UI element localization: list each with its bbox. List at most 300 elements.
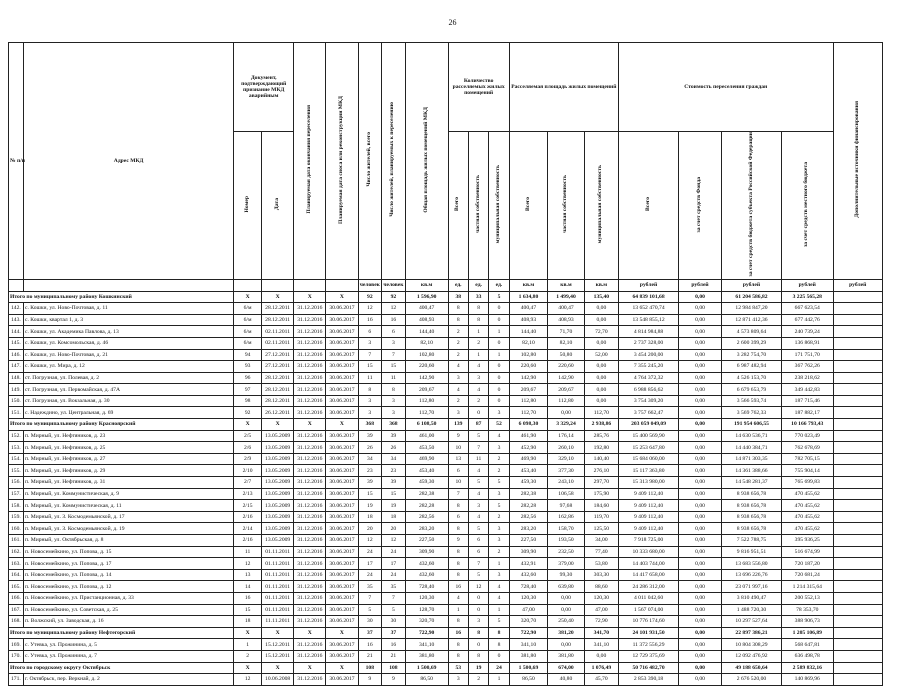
table-cell: 303,30 bbox=[584, 569, 618, 581]
table-cell: 10 bbox=[448, 477, 468, 489]
col-doc-date: Дата bbox=[262, 132, 294, 280]
table-cell: 0,00 bbox=[679, 314, 722, 326]
table-cell: 0,00 bbox=[679, 384, 722, 396]
unit-cell: человек bbox=[358, 279, 382, 291]
col-cost-fund: за счет средств Фонда bbox=[679, 132, 722, 280]
table-cell: 47,00 bbox=[584, 604, 618, 616]
table-cell: 15 bbox=[234, 604, 262, 616]
table-cell: 92 bbox=[382, 291, 406, 303]
table-cell: 3 bbox=[489, 407, 509, 419]
table-cell bbox=[833, 616, 882, 628]
table-row bbox=[9, 361, 883, 373]
table-cell: 175,90 bbox=[584, 488, 618, 500]
table-cell: 15.12.2011 bbox=[262, 639, 294, 651]
table-cell: 432,60 bbox=[509, 569, 548, 581]
table-cell bbox=[833, 384, 882, 396]
table-cell: 469,90 bbox=[405, 453, 448, 465]
table-cell: 86,50 bbox=[509, 674, 548, 686]
table-cell: 4 bbox=[489, 592, 509, 604]
table-cell: 0,00 bbox=[584, 337, 618, 349]
table-cell: 203 059 049,09 bbox=[619, 419, 679, 431]
table-cell: 112,70 bbox=[405, 407, 448, 419]
table-cell: 142,90 bbox=[405, 372, 448, 384]
table-cell: 7 355 245,20 bbox=[619, 361, 679, 373]
table-cell: 0,00 bbox=[679, 372, 722, 384]
table-cell: 0,00 bbox=[584, 303, 618, 315]
table-cell: 02.11.2011 bbox=[262, 337, 294, 349]
table-cell: 1 596,90 bbox=[405, 291, 448, 303]
table-cell: 24 bbox=[358, 546, 382, 558]
table-cell: 7 bbox=[358, 592, 382, 604]
table-cell: 31.12.2016 bbox=[294, 500, 326, 512]
table-cell: 87 bbox=[468, 419, 488, 431]
table-cell: 15.12.2011 bbox=[262, 650, 294, 662]
table-cell: 23 bbox=[358, 465, 382, 477]
table-cell: 1 205 106,89 bbox=[782, 627, 834, 639]
table-cell: 30.06.2017 bbox=[326, 488, 358, 500]
table-cell: 5 bbox=[489, 477, 509, 489]
unit-cell: рублей bbox=[619, 279, 679, 291]
table-cell: 106,58 bbox=[548, 488, 584, 500]
table-cell: 3 329,24 bbox=[548, 419, 584, 431]
table-cell: 1 bbox=[489, 674, 509, 686]
table-cell: X bbox=[234, 627, 262, 639]
table-cell: 37 bbox=[382, 627, 406, 639]
table-cell: 2 938,86 bbox=[584, 419, 618, 431]
table-cell: 7 bbox=[382, 349, 406, 361]
table-cell bbox=[833, 430, 882, 442]
table-cell: 2/10 bbox=[234, 465, 262, 477]
table-cell: 3 bbox=[382, 337, 406, 349]
address-cell: п. Новосемейкино, ул. Попова, д. 17 bbox=[24, 558, 234, 570]
table-cell: 50 716 482,70 bbox=[619, 662, 679, 674]
table-cell: 38 bbox=[448, 291, 468, 303]
table-cell: 1 bbox=[234, 639, 262, 651]
table-cell: 461,00 bbox=[405, 430, 448, 442]
table-cell: 0,00 bbox=[679, 395, 722, 407]
table-cell: 30.06.2017 bbox=[326, 604, 358, 616]
table-cell: 125,50 bbox=[584, 523, 618, 535]
table-cell: 20 bbox=[382, 523, 406, 535]
table-cell: 15 bbox=[382, 361, 406, 373]
table-row bbox=[9, 430, 883, 442]
table-cell: 15 bbox=[358, 361, 382, 373]
table-cell: 320,70 bbox=[509, 616, 548, 628]
table-cell: 1 500,69 bbox=[405, 662, 448, 674]
row-number: 169. bbox=[9, 639, 24, 651]
table-cell: 6 988 856,62 bbox=[619, 384, 679, 396]
table-cell: 13 696 226,76 bbox=[721, 569, 781, 581]
table-cell: 16 bbox=[358, 314, 382, 326]
table-cell: 39 bbox=[382, 477, 406, 489]
table-row bbox=[9, 592, 883, 604]
table-cell: 309,90 bbox=[509, 546, 548, 558]
table-cell: 12 871 412,36 bbox=[721, 314, 781, 326]
address-cell: п. Мирный, ул. З. Космодемьянской, д. 17 bbox=[24, 511, 234, 523]
table-cell: 162,86 bbox=[548, 511, 584, 523]
table-cell: 8 bbox=[468, 314, 488, 326]
table-cell: 47,00 bbox=[509, 604, 548, 616]
table-cell: 432,60 bbox=[405, 558, 448, 570]
table-cell: 3 bbox=[489, 488, 509, 500]
table-cell: 1 bbox=[489, 349, 509, 361]
table-cell: 6 bbox=[358, 326, 382, 338]
table-cell: 31.12.2016 bbox=[294, 650, 326, 662]
table-cell: 112,80 bbox=[548, 395, 584, 407]
table-cell: 108 bbox=[382, 662, 406, 674]
table-cell: 15 313 980,00 bbox=[619, 477, 679, 489]
table-body bbox=[9, 291, 883, 685]
table-cell bbox=[833, 592, 882, 604]
table-cell: 19 bbox=[382, 500, 406, 512]
table-cell: 240 739,24 bbox=[782, 326, 834, 338]
table-cell: 13 bbox=[234, 569, 262, 581]
table-cell: 14 417 658,00 bbox=[619, 569, 679, 581]
table-cell: 18 bbox=[382, 511, 406, 523]
table-cell: 31.12.2016 bbox=[294, 511, 326, 523]
table-cell: 3 bbox=[358, 395, 382, 407]
table-cell: 31.12.2016 bbox=[294, 558, 326, 570]
table-cell: 0 bbox=[489, 384, 509, 396]
table-cell: 27.12.2011 bbox=[262, 349, 294, 361]
table-cell: 238 218,62 bbox=[782, 372, 834, 384]
col-cost-local: за счет средств местного бюджета bbox=[782, 132, 834, 280]
table-cell: 14 bbox=[234, 581, 262, 593]
col-extra-sources: Дополнительные источники финансирования bbox=[833, 43, 882, 280]
table-cell: 368 bbox=[382, 419, 406, 431]
table-cell: 0,00 bbox=[584, 361, 618, 373]
col-document: Документ, подтверждающий признание МКД аварийным bbox=[234, 43, 294, 132]
table-cell: 39 bbox=[358, 430, 382, 442]
table-cell: X bbox=[326, 291, 358, 303]
table-cell: 28.12.2011 bbox=[262, 303, 294, 315]
table-cell: 1 634,80 bbox=[509, 291, 548, 303]
table-cell: 20 bbox=[358, 523, 382, 535]
table-row bbox=[9, 581, 883, 593]
table-cell: 9 816 951,51 bbox=[721, 546, 781, 558]
row-number: 155. bbox=[9, 465, 24, 477]
table-cell: 15 684 060,00 bbox=[619, 453, 679, 465]
table-cell: 30.06.2017 bbox=[326, 535, 358, 547]
table-cell: 18 bbox=[234, 616, 262, 628]
table-cell: 30.06.2017 bbox=[326, 372, 358, 384]
table-row bbox=[9, 477, 883, 489]
table-cell: 11.11.2011 bbox=[262, 616, 294, 628]
table-cell: 282,38 bbox=[405, 488, 448, 500]
table-cell: 4 bbox=[468, 361, 488, 373]
table-row bbox=[9, 442, 883, 454]
table-row bbox=[9, 337, 883, 349]
row-number: 158. bbox=[9, 500, 24, 512]
table-cell: 282,28 bbox=[509, 500, 548, 512]
table-cell: 31.12.2016 bbox=[294, 349, 326, 361]
table-cell: 13 bbox=[448, 453, 468, 465]
table-row bbox=[9, 569, 883, 581]
col-planned-end: Планируемая дата окончания переселения bbox=[294, 43, 326, 280]
table-cell bbox=[833, 291, 882, 303]
table-cell: 470 455,62 bbox=[782, 488, 834, 500]
table-cell: 329,10 bbox=[548, 453, 584, 465]
table-cell bbox=[833, 453, 882, 465]
table-cell: 01.11.2011 bbox=[262, 546, 294, 558]
table-cell: 6 108,50 bbox=[405, 419, 448, 431]
table-cell: 377,30 bbox=[548, 465, 584, 477]
table-cell: 0,00 bbox=[679, 546, 722, 558]
table-cell: 1 bbox=[489, 326, 509, 338]
table-cell: 6 679 653,79 bbox=[721, 384, 781, 396]
table-cell: 15 bbox=[382, 488, 406, 500]
table-cell: 135,40 bbox=[584, 291, 618, 303]
table-cell: 762 678,69 bbox=[782, 442, 834, 454]
table-cell: 432,91 bbox=[509, 558, 548, 570]
table-cell: 92 bbox=[234, 407, 262, 419]
table-cell: 12 bbox=[358, 535, 382, 547]
table-cell: 9 bbox=[382, 674, 406, 686]
table-cell: 31.12.2016 bbox=[294, 569, 326, 581]
unit-cell: рублей bbox=[833, 279, 882, 291]
address-cell: с. Кошки, ул. Ново-Почтовая, д. 11 bbox=[24, 303, 234, 315]
table-cell: 8 938 656,78 bbox=[721, 511, 781, 523]
table-cell bbox=[833, 546, 882, 558]
table-cell: 2 bbox=[489, 546, 509, 558]
table-cell: 28.12.2011 bbox=[262, 384, 294, 396]
table-cell: 71,70 bbox=[548, 326, 584, 338]
table-cell: 5 bbox=[468, 430, 488, 442]
table-cell: 35 bbox=[358, 581, 382, 593]
table-cell: 2/16 bbox=[234, 535, 262, 547]
table-cell: 285,76 bbox=[584, 430, 618, 442]
table-cell: X bbox=[294, 662, 326, 674]
address-cell: с. Надеждино, ул. Центральная, д. 69 bbox=[24, 407, 234, 419]
table-cell: 49 188 650,64 bbox=[721, 662, 781, 674]
table-cell: 0,00 bbox=[679, 674, 722, 686]
table-cell: 01.11.2011 bbox=[262, 581, 294, 593]
table-cell bbox=[833, 523, 882, 535]
table-cell: 639,80 bbox=[548, 581, 584, 593]
table-cell: 30.06.2017 bbox=[326, 523, 358, 535]
table-cell: 0,00 bbox=[679, 523, 722, 535]
table-cell: 82,10 bbox=[509, 337, 548, 349]
col-count-group: Количество расселяемых жилых помещений bbox=[448, 43, 509, 132]
table-cell: 31.12.2016 bbox=[294, 407, 326, 419]
table-cell: 452,90 bbox=[509, 442, 548, 454]
table-cell: 432,60 bbox=[405, 569, 448, 581]
table-cell: 6 bbox=[468, 535, 488, 547]
table-cell bbox=[833, 511, 882, 523]
table-cell: 3 225 565,28 bbox=[782, 291, 834, 303]
table-cell: 4 bbox=[468, 488, 488, 500]
table-cell: 86,50 bbox=[405, 674, 448, 686]
table-cell: 01.11.2011 bbox=[262, 592, 294, 604]
table-cell bbox=[833, 337, 882, 349]
table-cell: 2 bbox=[468, 674, 488, 686]
table-cell: 21 bbox=[382, 650, 406, 662]
table-cell: 14 548 281,37 bbox=[721, 477, 781, 489]
table-row bbox=[9, 558, 883, 570]
table-cell: 341,70 bbox=[584, 627, 618, 639]
table-cell: 31.12.2016 bbox=[294, 372, 326, 384]
table-cell: 470 455,62 bbox=[782, 500, 834, 512]
unit-cell: рублей bbox=[721, 279, 781, 291]
table-cell: 0,00 bbox=[679, 465, 722, 477]
table-cell: 30.06.2017 bbox=[326, 581, 358, 593]
row-number: 166. bbox=[9, 592, 24, 604]
table-cell: 16 bbox=[448, 627, 468, 639]
col-total-area: Общая площадь жилых помещений МКД bbox=[405, 43, 448, 280]
address-cell: с. Кошки, квартал 1, д. 3 bbox=[24, 314, 234, 326]
table-cell: 4 bbox=[489, 430, 509, 442]
unit-cell bbox=[294, 279, 326, 291]
table-cell: 209,67 bbox=[548, 384, 584, 396]
table-cell: 7 bbox=[358, 349, 382, 361]
table-cell: 453,50 bbox=[405, 442, 448, 454]
table-cell: 30.06.2017 bbox=[326, 407, 358, 419]
table-row bbox=[9, 395, 883, 407]
unit-cell bbox=[262, 279, 294, 291]
table-cell: 2 bbox=[489, 511, 509, 523]
table-row bbox=[9, 314, 883, 326]
table-row bbox=[9, 650, 883, 662]
table-cell bbox=[833, 674, 882, 686]
table-cell bbox=[833, 604, 882, 616]
table-cell: 232,50 bbox=[548, 546, 584, 558]
table-cell: 31.12.2016 bbox=[294, 674, 326, 686]
table-cell: 16 bbox=[234, 592, 262, 604]
table-cell: 6 987 482,94 bbox=[721, 361, 781, 373]
table-cell: 28.12.2011 bbox=[262, 395, 294, 407]
table-cell: 2/6 bbox=[234, 442, 262, 454]
table-cell: 5 bbox=[468, 477, 488, 489]
table-cell: 120,30 bbox=[584, 592, 618, 604]
col-residents-planned: Число жителей, планируемых к переселению bbox=[382, 43, 406, 280]
table-cell: 0,00 bbox=[679, 535, 722, 547]
table-cell: 461,90 bbox=[509, 430, 548, 442]
table-cell: 33 bbox=[468, 291, 488, 303]
table-cell: 0,00 bbox=[679, 453, 722, 465]
table-cell: 3 bbox=[468, 500, 488, 512]
subtotal-row bbox=[9, 627, 883, 639]
table-cell: 12 bbox=[468, 581, 488, 593]
table-cell: 144,40 bbox=[405, 326, 448, 338]
table-cell: 01.11.2011 bbox=[262, 569, 294, 581]
table-cell: 112,70 bbox=[509, 407, 548, 419]
unit-cell: кв.м bbox=[548, 279, 584, 291]
table-cell: 12 729 375,69 bbox=[619, 650, 679, 662]
table-cell: 13 652 470,74 bbox=[619, 303, 679, 315]
table-cell: 722,90 bbox=[405, 627, 448, 639]
table-cell: 13.05.2009 bbox=[262, 477, 294, 489]
table-cell: 765 699,83 bbox=[782, 477, 834, 489]
address-cell: п. Новосемейкино, ул. Попова, д. 14 bbox=[24, 569, 234, 581]
unit-cell: ед. bbox=[448, 279, 468, 291]
table-cell: X bbox=[294, 419, 326, 431]
table-cell bbox=[833, 535, 882, 547]
table-cell: 16 bbox=[382, 314, 406, 326]
table-cell: 18 bbox=[358, 511, 382, 523]
unit-cell: ед. bbox=[468, 279, 488, 291]
table-cell: 388 906,73 bbox=[782, 616, 834, 628]
table-cell: 8 bbox=[448, 523, 468, 535]
unit-cell: человек bbox=[382, 279, 406, 291]
row-number: 150. bbox=[9, 395, 24, 407]
table-cell: 0,00 bbox=[679, 558, 722, 570]
col-count-private: частная собственность bbox=[468, 132, 488, 280]
table-cell: 8 bbox=[448, 546, 468, 558]
table-cell: 96 bbox=[234, 372, 262, 384]
table-row bbox=[9, 372, 883, 384]
table-cell: 5 bbox=[358, 604, 382, 616]
table-cell: 0,00 bbox=[679, 430, 722, 442]
table-cell: 0 bbox=[489, 395, 509, 407]
table-cell: 0 bbox=[489, 650, 509, 662]
table-cell: 6 bbox=[448, 465, 468, 477]
housing-relocation-table bbox=[8, 42, 883, 686]
row-number: 147. bbox=[9, 361, 24, 373]
table-cell: 28.12.2011 bbox=[262, 372, 294, 384]
table-row bbox=[9, 407, 883, 419]
row-number: 153. bbox=[9, 442, 24, 454]
table-cell: 1 499,40 bbox=[548, 291, 584, 303]
table-cell: 10 776 174,60 bbox=[619, 616, 679, 628]
table-cell: 243,10 bbox=[548, 477, 584, 489]
table-cell: 8 bbox=[448, 558, 468, 570]
table-cell: 8 938 656,78 bbox=[721, 488, 781, 500]
table-cell: 01.11.2011 bbox=[262, 558, 294, 570]
table-cell: 0,00 bbox=[679, 581, 722, 593]
table-cell: 5 bbox=[489, 616, 509, 628]
table-cell: 28.12.2011 bbox=[262, 314, 294, 326]
table-cell: 24 286 312,00 bbox=[619, 581, 679, 593]
table-cell: 1 bbox=[489, 604, 509, 616]
page-number: 26 bbox=[448, 18, 457, 27]
table-cell: 30.06.2017 bbox=[326, 511, 358, 523]
address-cell: п. Мирный, ул. Нефтяников, д. 23 bbox=[24, 430, 234, 442]
table-cell: 8 bbox=[489, 639, 509, 651]
table-cell: 187 882,17 bbox=[782, 407, 834, 419]
table-cell: 0,00 bbox=[679, 616, 722, 628]
table-cell: 10 166 793,43 bbox=[782, 419, 834, 431]
table-cell: 636 498,78 bbox=[782, 650, 834, 662]
table-cell: 15 253 647,80 bbox=[619, 442, 679, 454]
address-cell: ст. Погрузная, ул. Вокзальная, д. 30 bbox=[24, 395, 234, 407]
unit-cell: кв.м bbox=[584, 279, 618, 291]
table-cell: 97,68 bbox=[548, 500, 584, 512]
table-cell: 31.12.2016 bbox=[294, 430, 326, 442]
table-cell: 8 bbox=[468, 650, 488, 662]
row-number: 163. bbox=[9, 558, 24, 570]
table-cell: 13.05.2009 bbox=[262, 523, 294, 535]
table-cell: X bbox=[262, 419, 294, 431]
table-cell: 13 548 855,12 bbox=[619, 314, 679, 326]
table-row bbox=[9, 616, 883, 628]
table-cell: 9 409 112,40 bbox=[619, 488, 679, 500]
table-cell: 0,00 bbox=[548, 592, 584, 604]
table-cell: 1 500,69 bbox=[509, 662, 548, 674]
table-cell: 209,67 bbox=[509, 384, 548, 396]
col-planned-demolition: Планируемая дата сноса или реконструкции МКД bbox=[326, 43, 358, 280]
table-row bbox=[9, 303, 883, 315]
table-cell: X bbox=[234, 419, 262, 431]
table-cell: 0,00 bbox=[679, 511, 722, 523]
table-cell: 14 361 388,66 bbox=[721, 465, 781, 477]
table-cell: 3 bbox=[448, 372, 468, 384]
table-cell: 31.12.2016 bbox=[294, 395, 326, 407]
row-number: 154. bbox=[9, 453, 24, 465]
table-cell: 0,00 bbox=[584, 314, 618, 326]
table-cell: 0,00 bbox=[679, 662, 722, 674]
table-cell: 283,20 bbox=[405, 523, 448, 535]
table-cell bbox=[833, 500, 882, 512]
